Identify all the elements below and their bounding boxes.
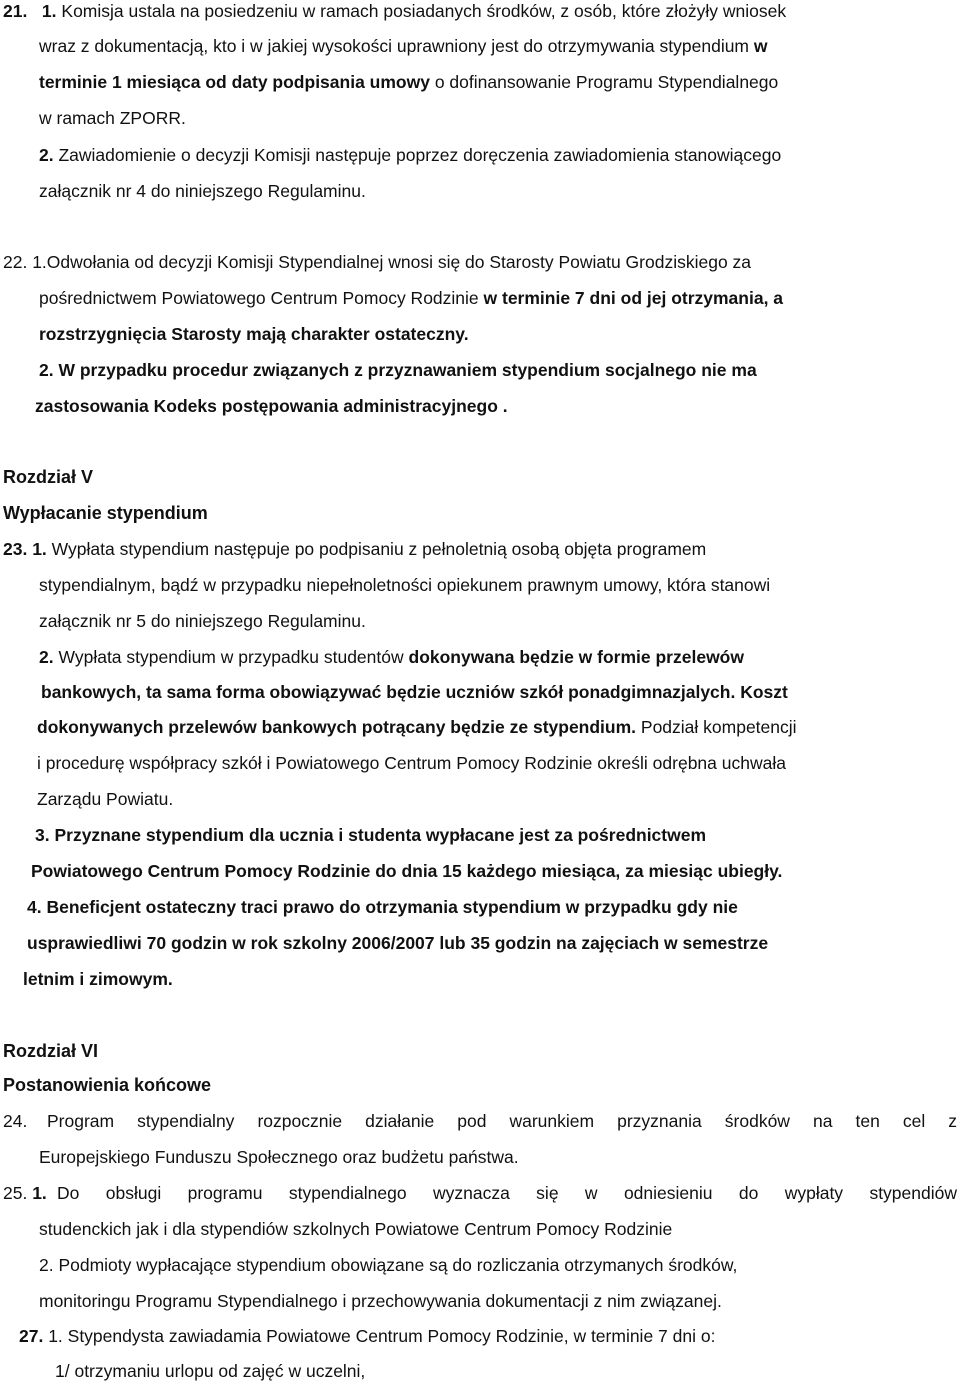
text: załącznik nr 4 do niniejszego Regulaminu.	[39, 181, 366, 201]
para-21-2-line-2	[39, 180, 366, 202]
para-25-num	[3, 1182, 47, 1204]
chapter-heading-5: Rozdział V	[3, 467, 94, 487]
para-23-line-1	[3, 538, 706, 560]
para-23-4-line-3: letnim i zimowym.	[23, 969, 173, 989]
point-number: 1.	[41, 1, 57, 21]
para-27-line-2: 1/ otrzymaniu urlopu od zajęć w uczelni,	[55, 1361, 366, 1381]
text: Wypłata stypendium następuje po podpisaniu z pełnoletnią osobą objęta programem	[46, 539, 707, 559]
text-bold: dokonywana będzie w formie przelewów	[408, 647, 744, 667]
para-23-3-line-1: 3. Przyznane stypendium dla ucznia i studenta wypłacane jest za pośrednictwem	[35, 825, 707, 845]
para-21-line-2	[39, 35, 768, 57]
text: Komisja ustala na posiedzeniu w ramach posiadanych środków, z osób, które złożyły wniosek	[56, 1, 787, 21]
point-number: 1.	[32, 1183, 47, 1203]
para-22-line-3: rozstrzygnięcia Starosty mają charakter ostateczny.	[39, 324, 469, 344]
chapter-subheading-5: Wypłacanie stypendium	[3, 503, 208, 523]
para-23-2-line-4: i procedurę współpracy szkół i Powiatowego Centrum Pomocy Rodzinie określi odrębna uchwała	[37, 753, 786, 773]
para-23-2-line-2: bankowych, ta sama forma obowiązywać będzie uczniów szkół ponadgimnazjalych. Koszt	[41, 682, 788, 702]
para-23-4-line-2: usprawiedliwi 70 godzin w rok szkolny 2006/2007 lub 35 godzin na zajęciach w semestrze	[27, 933, 769, 953]
para-27-line-1	[19, 1325, 715, 1347]
para-23-2-line-1	[39, 646, 744, 668]
para-22-line-2	[39, 287, 783, 309]
section-number-23: 23. 1.	[3, 539, 47, 559]
para-25-line-1: Do obsługi programu stypendialnego wyznacza się w odniesieniu do wypłaty stypendiów	[57, 1183, 957, 1203]
section-number-22: 22. 1.	[3, 252, 47, 272]
para-21-2-line-1	[39, 144, 781, 166]
text: Wypłata stypendium w przypadku studentów	[53, 647, 409, 667]
chapter-subheading-6: Postanowienia końcowe	[3, 1075, 212, 1095]
para-21-line-1	[3, 0, 786, 22]
point-number: 2.	[39, 647, 54, 667]
section-number-25: 25.	[3, 1183, 33, 1203]
para-23-2-line-5: Zarządu Powiatu.	[37, 789, 174, 809]
para-21-line-4	[39, 107, 186, 129]
section-number-27: 27.	[19, 1326, 44, 1346]
point-number: 2.	[39, 145, 54, 165]
para-24-num: 24.	[3, 1111, 28, 1131]
para-21-line-3	[39, 71, 778, 93]
text: o dofinansowanie Programu Stypendialnego	[429, 72, 779, 92]
section-number-21: 21.	[3, 1, 28, 21]
text-bold: dokonywanych przelewów bankowych potrącany będzie ze stypendium.	[37, 717, 637, 737]
text: 1. Stypendysta zawiadamia Powiatowe Centrum Pomocy Rodzinie, w terminie 7 dni o:	[43, 1326, 716, 1346]
text: Zawiadomienie o decyzji Komisji następuje poprzez doręczenia zawiadomienia stanowiącego	[53, 145, 782, 165]
para-22-line-1	[3, 251, 751, 273]
para-23-line-2: stypendialnym, bądź w przypadku niepełnoletności opiekunem prawnym umowy, która stanowi	[39, 575, 771, 595]
para-24-line-2: Europejskiego Funduszu Społecznego oraz budżetu państwa.	[39, 1147, 519, 1167]
para-23-2-line-3	[37, 716, 797, 738]
text: pośrednictwem Powiatowego Centrum Pomocy Rodzinie	[39, 288, 484, 308]
text-bold: terminie 1 miesiąca od daty podpisania umowy	[39, 72, 430, 92]
text: wraz z dokumentacją, kto i w jakiej wysokości uprawniony jest do otrzymywania stypendium	[39, 36, 754, 56]
text-bold: w	[753, 36, 768, 56]
text-bold: w terminie 7 dni od jej otrzymania, a	[483, 288, 784, 308]
para-25-line-2: studenckich jak i dla stypendiów szkolnych Powiatowe Centrum Pomocy Rodzinie	[39, 1219, 673, 1239]
chapter-heading-6: Rozdział VI	[3, 1041, 99, 1061]
para-22-2-line-2: zastosowania Kodeks postępowania administracyjnego .	[35, 396, 508, 416]
text: w ramach ZPORR.	[39, 108, 186, 128]
text: Podział kompetencji	[636, 717, 797, 737]
text: Odwołania od decyzji Komisji Stypendialnej wnosi się do Starosty Powiatu Grodziskiego za	[46, 252, 752, 272]
para-24-line-1: Program stypendialny rozpocznie działanie pod warunkiem przyznania środków na ten cel z	[47, 1111, 957, 1131]
para-22-2-line-1: 2. W przypadku procedur związanych z przyznawaniem stypendium socjalnego nie ma	[39, 360, 757, 380]
para-25-2-line-1: 2. Podmioty wypłacające stypendium obowiązane są do rozliczania otrzymanych środków,	[39, 1255, 738, 1275]
para-25-2-line-2: monitoringu Programu Stypendialnego i przechowywania dokumentacji z nim związanej.	[39, 1291, 722, 1311]
para-23-3-line-2: Powiatowego Centrum Pomocy Rodzinie do dnia 15 każdego miesiąca, za miesiąc ubiegły.	[31, 861, 783, 881]
para-23-4-line-1: 4. Beneficjent ostateczny traci prawo do otrzymania stypendium w przypadku gdy nie	[27, 897, 738, 917]
para-23-line-3: załącznik nr 5 do niniejszego Regulaminu.	[39, 611, 366, 631]
